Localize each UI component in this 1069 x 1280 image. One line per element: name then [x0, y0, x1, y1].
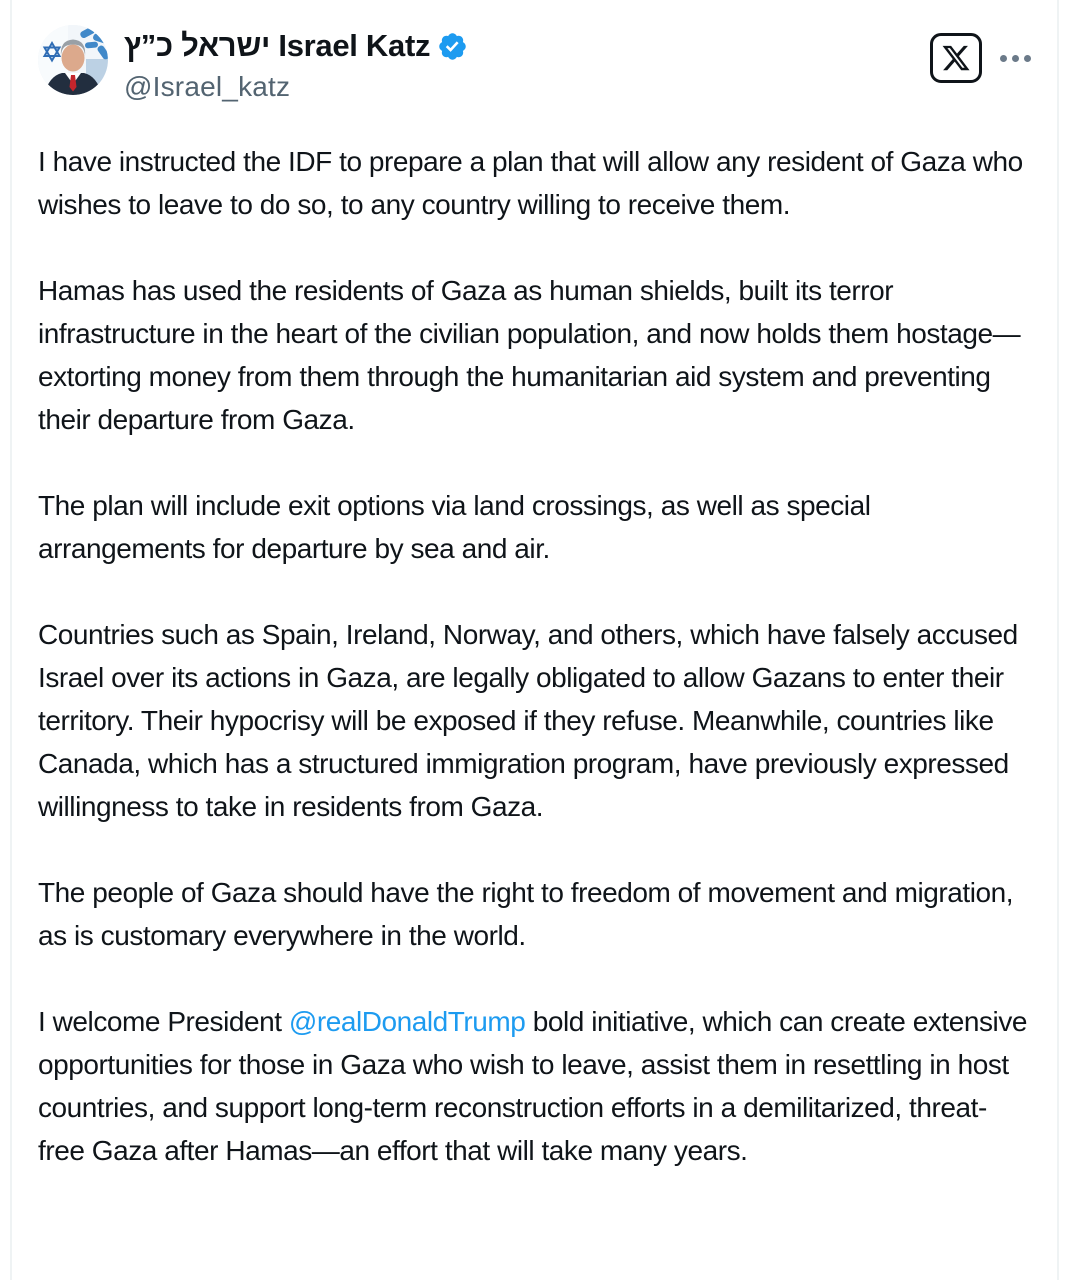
x-logo-icon [941, 43, 971, 73]
display-name[interactable]: ישראל כ”ץ Israel Katz [124, 28, 431, 63]
tweet-text [38, 140, 1031, 1172]
tweet-paragraph [38, 140, 1031, 226]
tweet-text-segment: The people of Gaza should have the right to freedom of movement and migration, as is customary everywhere in the world. [38, 877, 1014, 951]
avatar-photo-illustration [38, 25, 108, 95]
user-handle[interactable]: @Israel_katz [124, 71, 291, 102]
tweet-paragraph [38, 871, 1031, 957]
tweet-text-segment: The plan will include exit options via land crossings, as well as special arrangements for departure by sea and air. [38, 490, 871, 564]
tweet-paragraph [38, 1000, 1031, 1172]
face [62, 45, 85, 72]
tweet-paragraph [38, 613, 1031, 828]
verified-badge-icon [437, 31, 468, 62]
name-row [124, 28, 468, 64]
dot [1000, 55, 1007, 62]
tweet-paragraph [38, 269, 1031, 441]
tweet-text-segment: Countries such as Spain, Ireland, Norway, and others, which have falsely accused Israel over its actions in Gaza, are legally obligated to allow Gazans to enter their territory. Their hypocrisy will be exposed if they refuse. Meanwhile, countries like Canada, which has a structured immigration program, have previously expressed willingness to take in residents from Gaza. [38, 619, 1018, 822]
tweet-card [10, 0, 1059, 1280]
tweet-text-segment: Hamas has used the residents of Gaza as human shields, built its terror infrastructure in the heart of the civilian population, and now holds them hostage—extorting money from them through the humanitarian aid system and preventing their departure from Gaza. [38, 275, 1021, 435]
tweet-paragraph [38, 484, 1031, 570]
more-options-icon[interactable] [1000, 51, 1031, 66]
tweet-text-segment: I welcome President [38, 1006, 289, 1037]
tweet-text-segment: I have instructed the IDF to prepare a plan that will allow any resident of Gaza who wishes to leave to do so, to any country willing to receive them. [38, 146, 1023, 220]
identity-block [124, 25, 468, 103]
x-logo-button[interactable] [930, 33, 982, 83]
tweet-text-segment: bold initiative, which can create extensive opportunities for those in Gaza who wish to leave, assist them in resettling in host countries, and support long-term reconstruction efforts in a demilitarized, threat-free Gaza after Hamas—an effort that will take many years. [38, 1006, 1027, 1166]
dot [1024, 55, 1031, 62]
tweet-header [38, 25, 1031, 103]
mention-link[interactable]: @realDonaldTrump [288, 1006, 526, 1037]
avatar[interactable] [38, 25, 108, 95]
header-actions [930, 25, 1031, 83]
dot [1012, 55, 1019, 62]
